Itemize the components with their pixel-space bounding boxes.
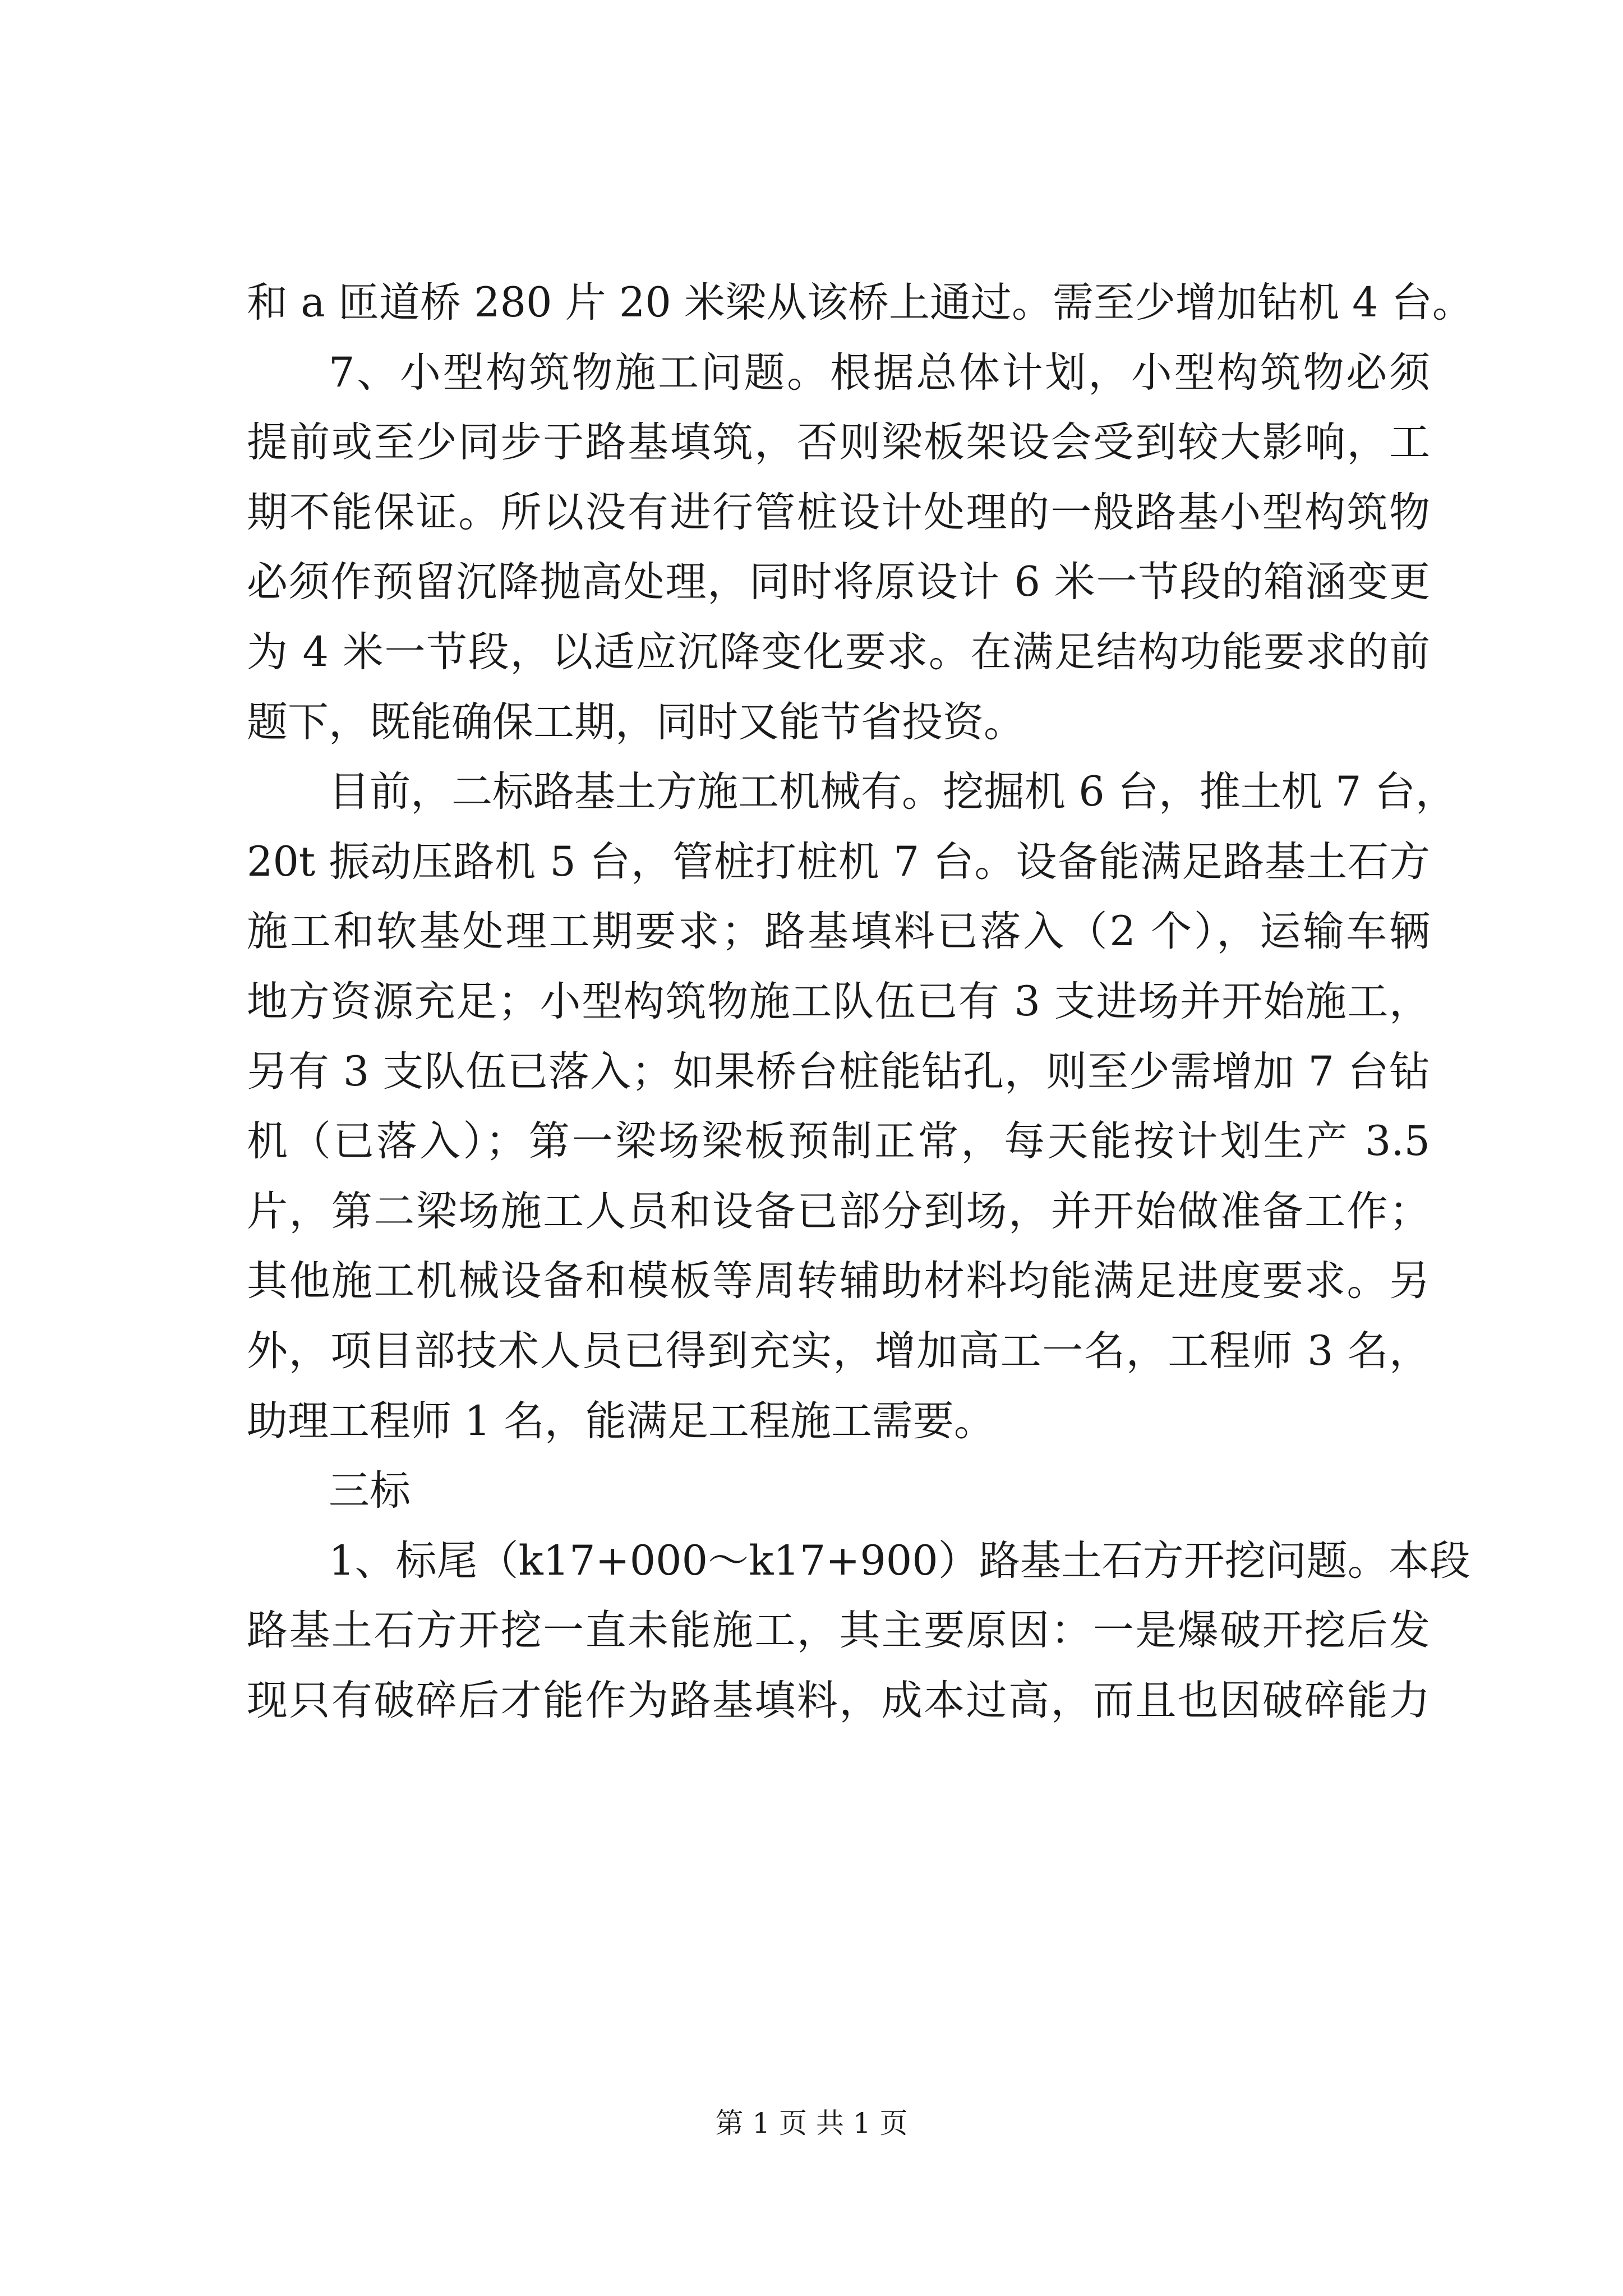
text-line: 路基土石方开挖一直未能施工，其主要原因：一是爆破开挖后发 bbox=[247, 1607, 1430, 1655]
text-line: 现只有破碎后才能作为路基填料，成本过高，而且也因破碎能力 bbox=[247, 1676, 1430, 1724]
paragraph-start-line: 1、标尾（k17+000～k17+900）路基土石方开挖问题。本段 bbox=[329, 1536, 1470, 1585]
text-line: 机（已落入）；第一梁场梁板预制正常，每天能按计划生产 3.5 bbox=[247, 1117, 1430, 1166]
paragraph-start-line: 目前，二标路基土方施工机械有。挖掘机 6 台，推土机 7 台， bbox=[329, 768, 1456, 816]
page-number-label: 第 1 页 共 1 页 bbox=[715, 2107, 908, 2139]
text-line: 另有 3 支队伍已落入；如果桥台桩能钻孔，则至少需增加 7 台钻 bbox=[247, 1047, 1430, 1096]
text-line: 为 4 米一节段，以适应沉降变化要求。在满足结构功能要求的前 bbox=[247, 628, 1430, 676]
text-line: 助理工程师 1 名，能满足工程施工需要。 bbox=[247, 1397, 995, 1445]
page-footer bbox=[0, 2106, 1623, 2140]
text-line: 题下，既能确保工期，同时又能节省投资。 bbox=[247, 698, 1025, 746]
text-line: 提前或至少同步于路基填筑，否则梁板架设会受到较大影响，工 bbox=[247, 418, 1430, 467]
section-heading: 三标 bbox=[329, 1467, 411, 1515]
text-line: 必须作预留沉降抛高处理，同时将原设计 6 米一节段的箱涵变更 bbox=[247, 558, 1430, 606]
text-line: 施工和软基处理工期要求；路基填料已落入（2 个），运输车辆 bbox=[247, 908, 1430, 956]
text-line: 片，第二梁场施工人员和设备已部分到场，并开始做准备工作； bbox=[247, 1187, 1430, 1235]
text-line: 期不能保证。所以没有进行管桩设计处理的一般路基小型构筑物 bbox=[247, 488, 1430, 536]
text-line: 地方资源充足；小型构筑物施工队伍已有 3 支进场并开始施工， bbox=[247, 977, 1430, 1025]
text-line: 和 a 匝道桥 280 片 20 米梁从该桥上通过。需至少增加钻机 4 台。 bbox=[247, 279, 1473, 326]
paragraph-start-line: 7、小型构筑物施工问题。根据总体计划，小型构筑物必须 bbox=[329, 348, 1430, 397]
text-line: 20t 振动压路机 5 台，管桩打桩机 7 台。设备能满足路基土石方 bbox=[247, 838, 1430, 886]
document-body bbox=[247, 268, 1473, 1736]
text-line: 其他施工机械设备和模板等周转辅助材料均能满足进度要求。另 bbox=[247, 1257, 1430, 1305]
text-line: 外，项目部技术人员已得到充实，增加高工一名，工程师 3 名， bbox=[247, 1327, 1430, 1375]
